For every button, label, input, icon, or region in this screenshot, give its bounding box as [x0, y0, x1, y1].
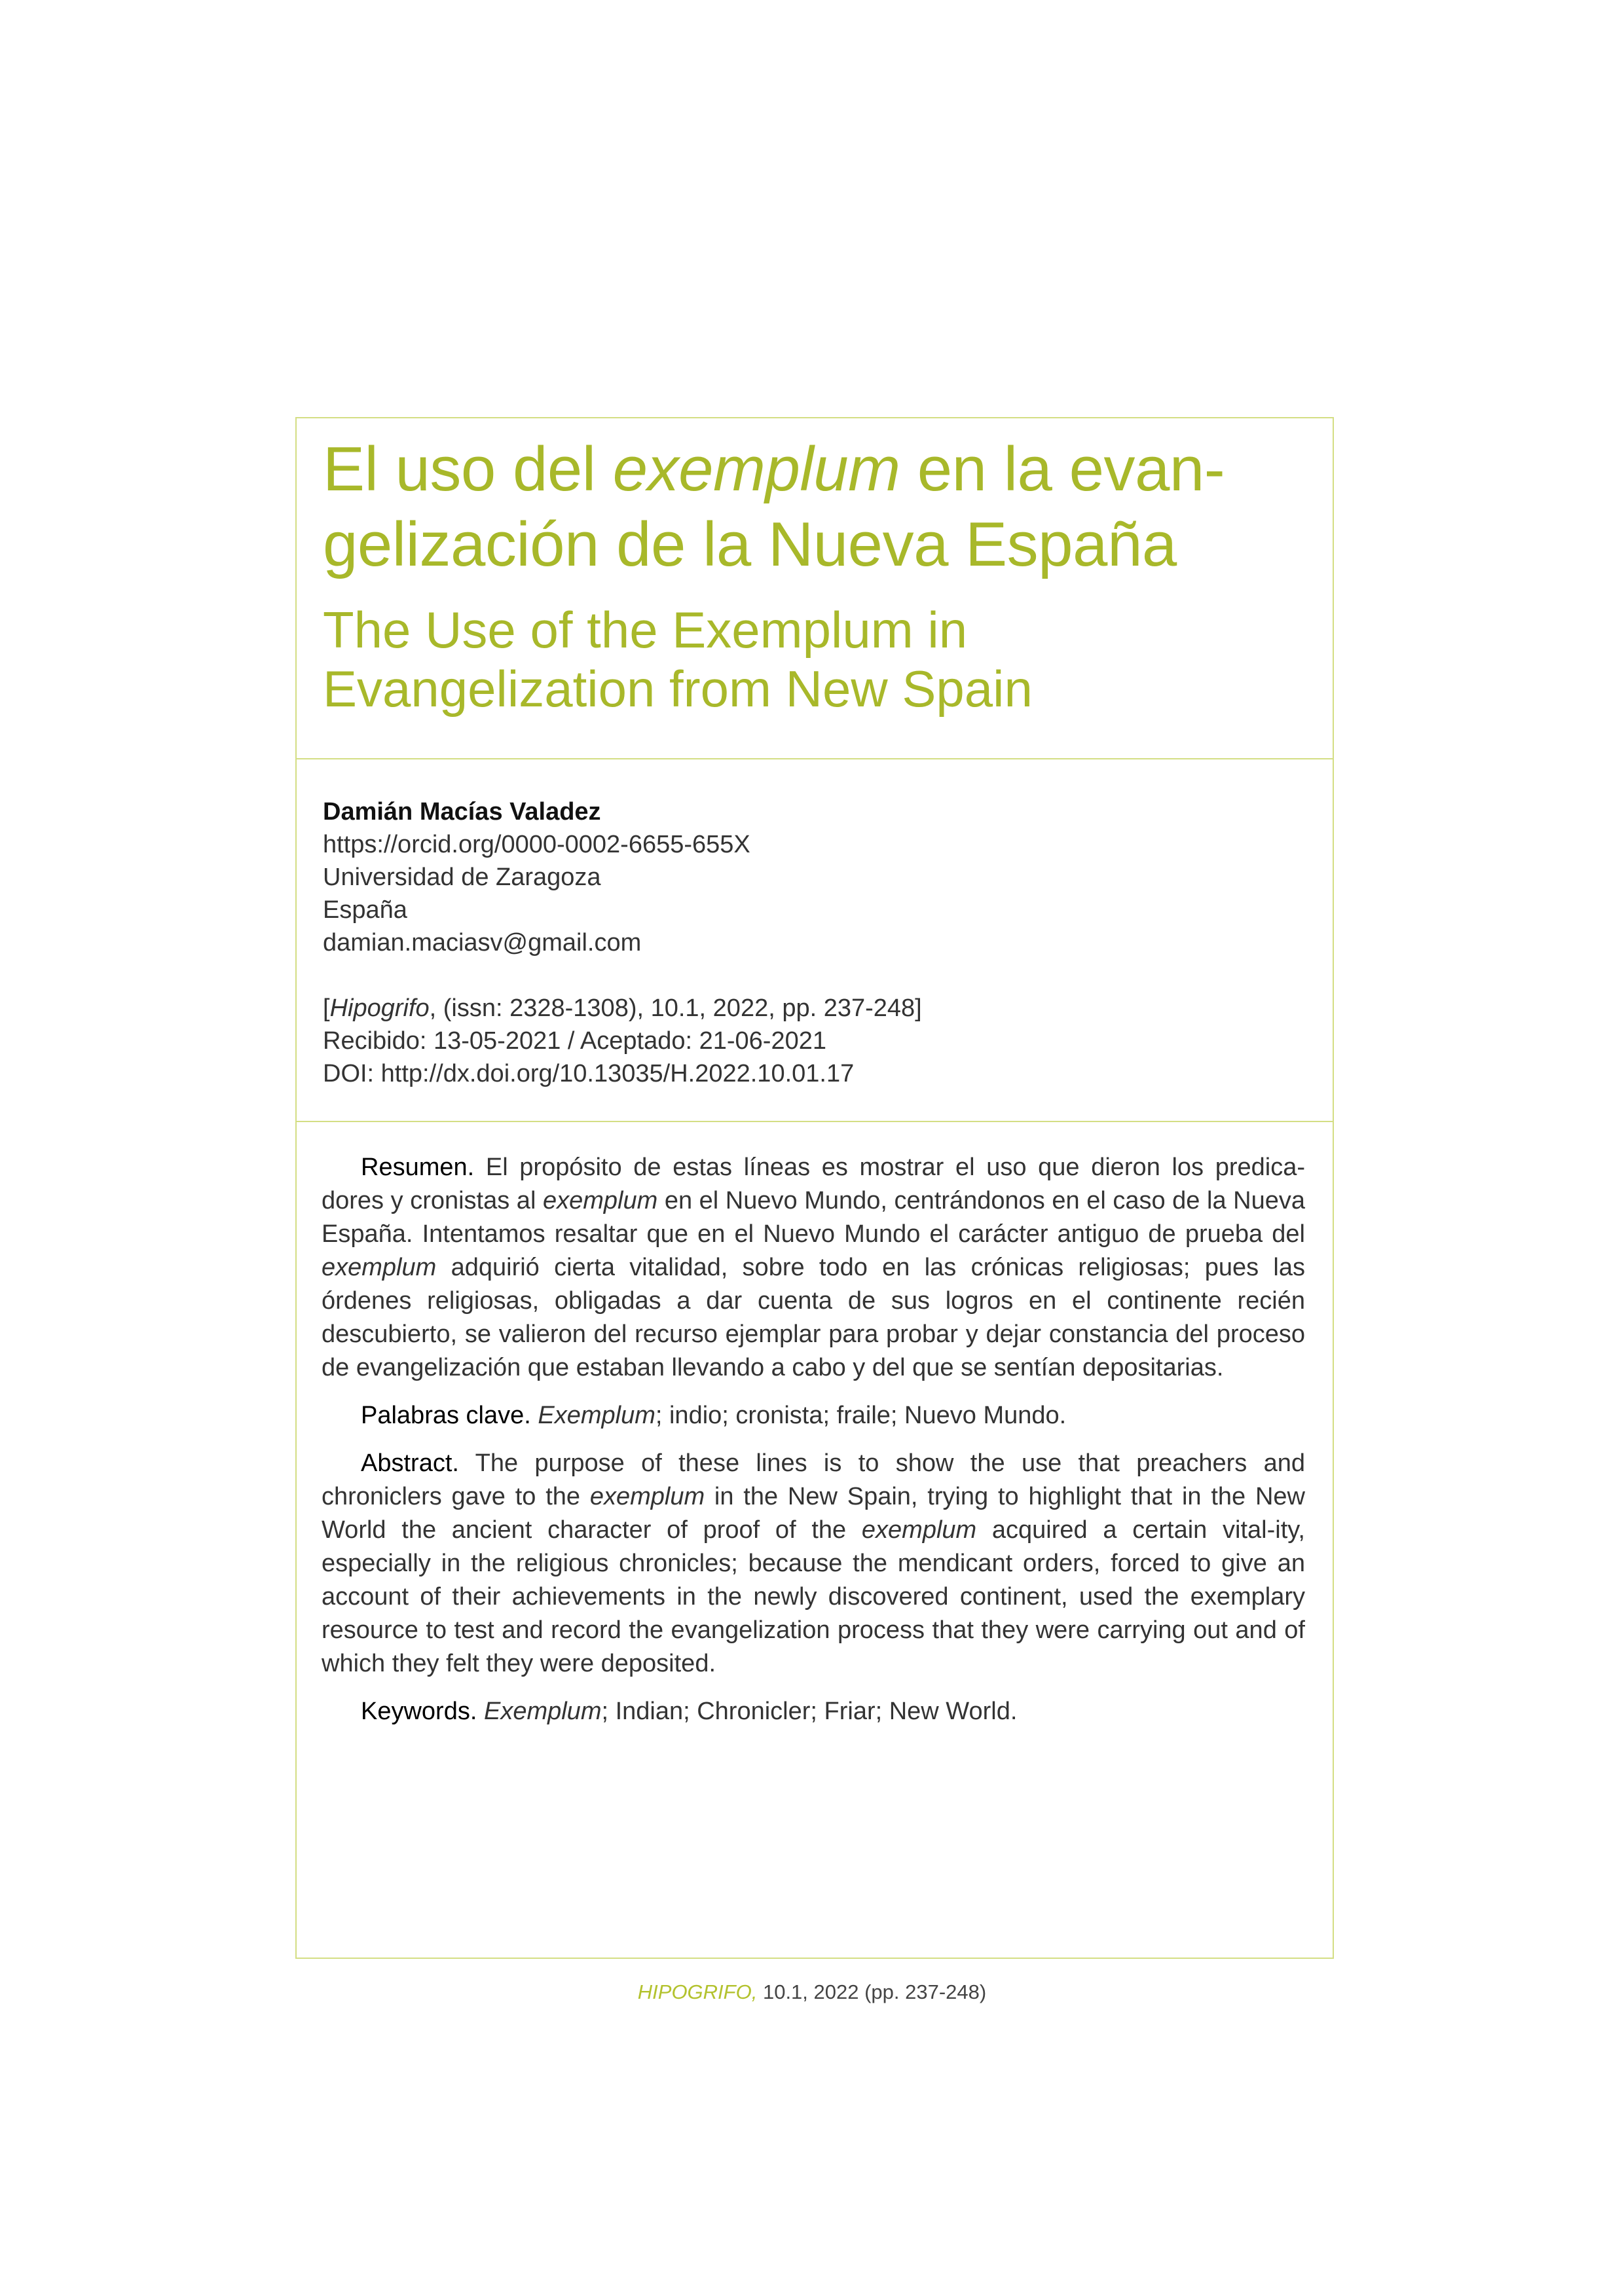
- keywords-em: Exemplum: [483, 1698, 602, 1725]
- resumen-em-2: exemplum: [322, 1254, 437, 1281]
- palabras-clave-paragraph: [322, 1399, 1305, 1432]
- keywords-label: Keywords.: [361, 1698, 477, 1725]
- author-section: [297, 759, 1333, 1122]
- footer-pages: 10.1, 2022 (pp. 237-248): [757, 1980, 987, 2003]
- citation-rest: , (issn: 2328-1308), 10.1, 2022, pp. 237-248]: [429, 994, 922, 1022]
- keywords-paragraph: [322, 1695, 1305, 1728]
- spanish-title-pre: El uso del: [323, 434, 613, 504]
- spacer: [323, 959, 922, 992]
- abstract-block: [322, 1151, 1305, 1743]
- footer-journal: HIPOGRIFO,: [637, 1980, 758, 2003]
- abstract-text-3: acquired a certain vital-ity, especially in the religious chronicles; because the mendicant orders, forced to give an account of their achievements in the newly discovered continent, used the exemplary resource to test and record the evangelization process that they were carrying out and of which they felt they were deposited.: [322, 1516, 1305, 1677]
- received-accepted: Recibido: 13-05-2021 / Aceptado: 21-06-2021: [323, 1027, 826, 1055]
- abstract-em-1: exemplum: [589, 1483, 705, 1510]
- resumen-paragraph: [322, 1151, 1305, 1385]
- spanish-title-line-1: [323, 431, 1305, 507]
- title-section: [297, 418, 1333, 759]
- abstract-label: Abstract.: [361, 1449, 459, 1477]
- citation-journal: Hipogrifo: [329, 994, 430, 1022]
- resumen-text-2: en el Nuevo Mundo, centrándonos en el caso de la Nueva España. Intentamos resaltar que en el Nuevo Mundo el carácter antiguo de prueba del: [322, 1187, 1305, 1248]
- country: España: [323, 896, 407, 924]
- resumen-text-1: El propósito de estas líneas es mostrar el uso que dieron los predica-dores y cronistas al: [322, 1154, 1305, 1214]
- resumen-label: Resumen.: [361, 1154, 475, 1181]
- spanish-title-emphasis: exemplum: [612, 434, 900, 504]
- abstract-text-1: The purpose of these lines is to show the use that preachers and chroniclers gave to the: [322, 1449, 1305, 1510]
- doi-link[interactable]: DOI: http://dx.doi.org/10.13035/H.2022.10.01.17: [323, 1060, 855, 1087]
- abstract-em-2: exemplum: [861, 1516, 977, 1544]
- citation-line: [323, 992, 922, 1025]
- palabras-clave-label: Palabras clave.: [361, 1402, 531, 1429]
- orcid-link[interactable]: https://orcid.org/0000-0002-6655-655X: [323, 831, 750, 858]
- english-title-line-2: Evangelization from New Spain: [323, 660, 1033, 718]
- institution: Universidad de Zaragoza: [323, 864, 601, 891]
- english-title-line-1: The Use of the Exemplum in: [323, 601, 968, 659]
- english-title: [323, 600, 1305, 718]
- spanish-title: [323, 431, 1305, 582]
- page-footer: [0, 1980, 1624, 2004]
- spanish-title-line-2: gelización de la Nueva España: [323, 509, 1177, 579]
- palabras-clave-em: Exemplum: [538, 1402, 655, 1429]
- abstract-paragraph: [322, 1447, 1305, 1681]
- citation-open: [: [323, 994, 330, 1022]
- author-name: Damián Macías Valadez: [323, 798, 601, 826]
- resumen-text-3: adquirió cierta vitalidad, sobre todo en las crónicas religiosas; pues las órdenes religiosas, obligadas a dar cuenta de sus logros en el continente recién descubierto, se valieron del recurso ejemplar para probar y dejar constancia del proceso de evangelización que estaban llevando a cabo y del que se sentían depositarias.: [322, 1254, 1305, 1381]
- keywords-rest: ; Indian; Chronicler; Friar; New World.: [601, 1698, 1018, 1725]
- resumen-em-1: exemplum: [542, 1187, 658, 1214]
- email-link[interactable]: damian.maciasv@gmail.com: [323, 929, 642, 957]
- spanish-title-post: en la evan-: [900, 434, 1225, 504]
- palabras-clave-rest: ; indio; cronista; fraile; Nuevo Mundo.: [655, 1402, 1067, 1429]
- author-info: [323, 795, 922, 1090]
- abstract-text-2: in the New Spain, trying to highlight that in the New World the ancient character of proof of the: [322, 1483, 1305, 1544]
